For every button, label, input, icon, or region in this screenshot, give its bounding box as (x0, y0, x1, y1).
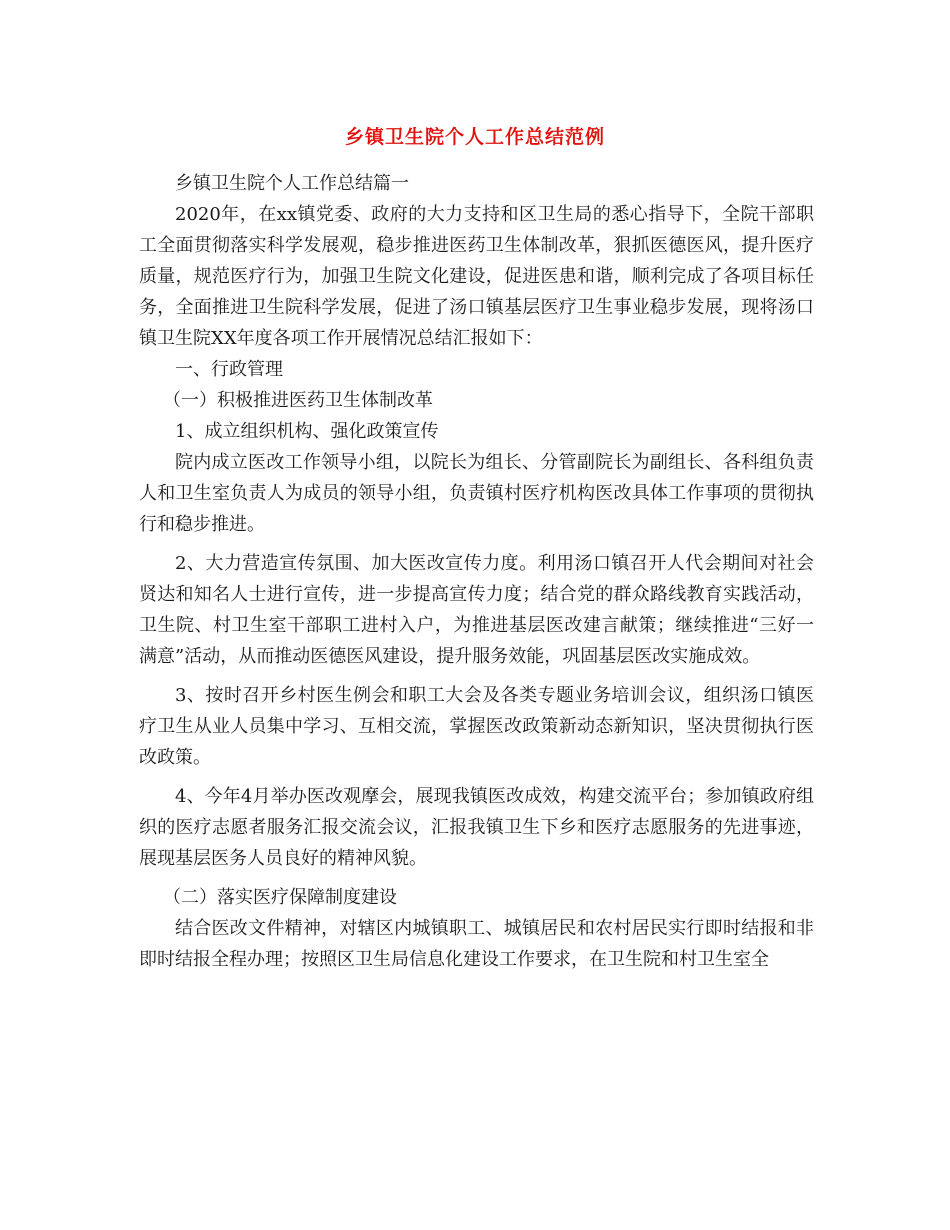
subsection-heading: （二）落实医疗保障制度建设 (163, 887, 397, 908)
item-heading: 1、成立组织机构、强化政策宣传 (175, 421, 439, 442)
section-heading: 乡镇卫生院个人工作总结篇一 (175, 173, 409, 194)
paragraph: 3、按时召开乡村医生例会和职工大会及各类专题业务培训会议，组织汤口镇医疗卫生从业人员集中学习、互相交流，掌握医改政策新动态新知识，坚决贯彻执行医改政策。 (139, 685, 814, 768)
paragraph: 2、大力营造宣传氛围、加大医改宣传力度。利用汤口镇召开人代会期间对社会贤达和知名人士进行宣传，进一步提高宣传力度；结合党的群众路线教育实践活动，卫生院、村卫生室干部职工进村入户，为推进基层医改建言献策；继续推进“三好一满意”活动，从而推动医德医风建设，提升服务效能，巩固基层医改实施成效。 (139, 553, 814, 667)
section-heading: 一、行政管理 (175, 359, 283, 380)
paragraph: 2020年，在xx镇党委、政府的大力支持和区卫生局的悉心指导下，全院干部职工全面贯彻落实科学发展观，稳步推进医药卫生体制改革，狠抓医德医风，提升医疗质量，规范医疗行为，加强卫生院文化建设，促进医患和谐，顺利完成了各项目标任务，全面推进卫生院科学发展，促进了汤口镇基层医疗卫生事业稳步发展，现将汤口镇卫生院XX年度各项工作开展情况总结汇报如下： (139, 204, 814, 349)
paragraph: 结合医改文件精神，对辖区内城镇职工、城镇居民和农村居民实行即时结报和非即时结报全程办理；按照区卫生局信息化建设工作要求，在卫生院和村卫生室全 (139, 918, 814, 970)
document-body (139, 168, 814, 975)
document-title: 乡镇卫生院个人工作总结范例 (344, 126, 605, 148)
subsection-heading: （一）积极推进医药卫生体制改革 (163, 390, 433, 411)
paragraph: 4、今年4月举办医改观摩会，展现我镇医改成效，构建交流平台；参加镇政府组织的医疗志愿者服务汇报交流会议，汇报我镇卫生下乡和医疗志愿服务的先进事迹，展现基层医务人员良好的精神风貌。 (139, 786, 814, 869)
paragraph: 院内成立医改工作领导小组，以院长为组长、分管副院长为副组长、各科组负责人和卫生室负责人为成员的领导小组，负责镇村医疗机构医改具体工作事项的贯彻执行和稳步推进。 (139, 452, 814, 535)
